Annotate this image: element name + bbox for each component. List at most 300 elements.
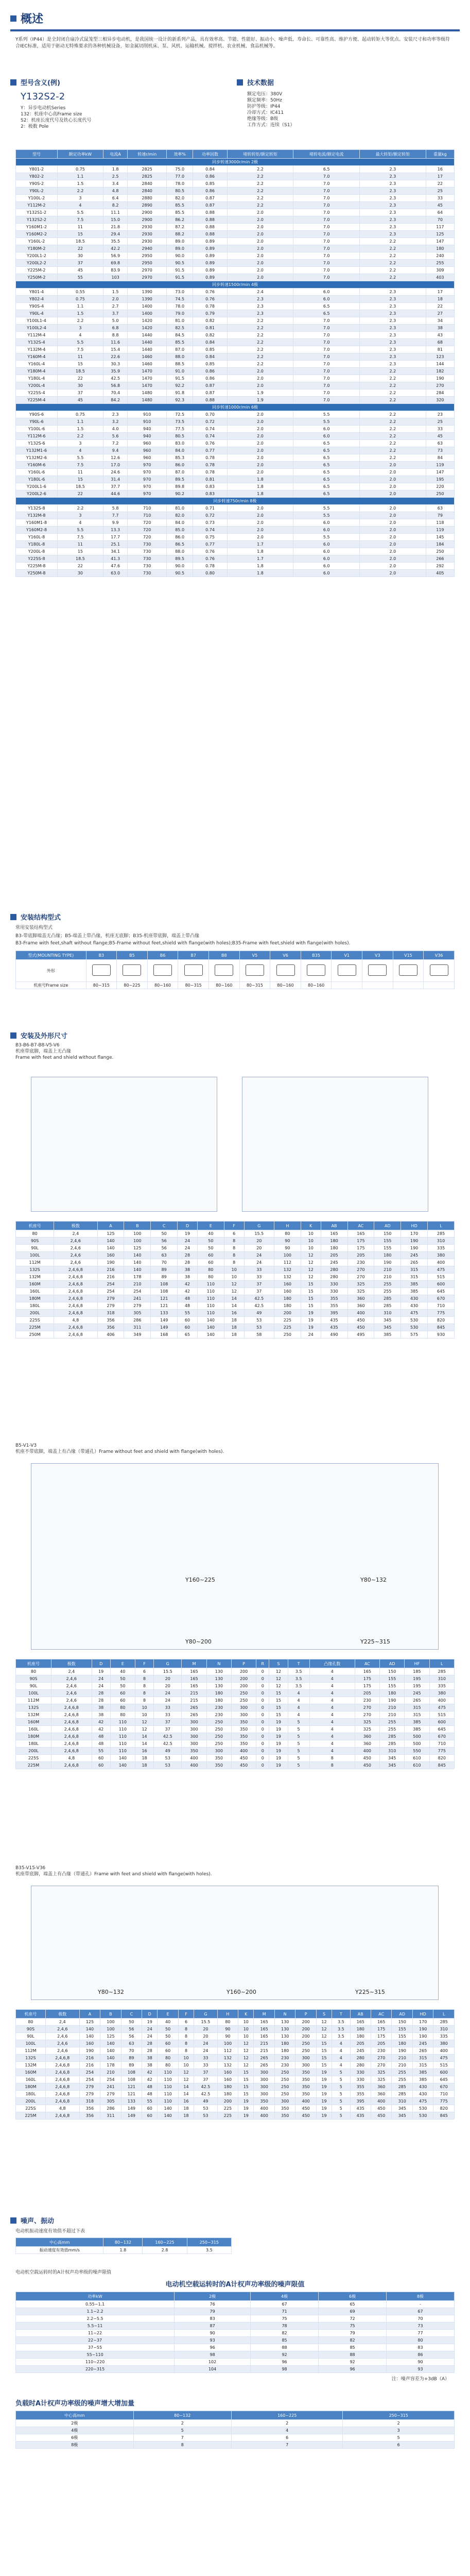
table-cell: 7.0 bbox=[293, 245, 360, 252]
table-cell: 53 bbox=[154, 1755, 182, 1762]
table-cell: 70 bbox=[151, 1259, 178, 1266]
mounting-diagram-cell bbox=[301, 960, 332, 982]
table-cell: 215 bbox=[254, 2047, 274, 2055]
table-cell: 110 bbox=[197, 1281, 224, 1288]
table-cell: 20 bbox=[154, 1675, 182, 1683]
speed-band-label: 同步转速1000r/min 6极 bbox=[16, 404, 455, 411]
table-cell: 100 bbox=[124, 1238, 151, 1245]
table-cell: 4 bbox=[309, 1719, 355, 1726]
table-cell: 2,4,6,8 bbox=[51, 1762, 92, 1769]
table-cell: 5.5 bbox=[293, 505, 360, 512]
table-cell: 85.5 bbox=[166, 202, 193, 209]
table-cell: 70.4 bbox=[103, 389, 128, 397]
table-cell: 2.3 bbox=[360, 339, 426, 346]
table-cell: 320 bbox=[426, 397, 454, 404]
table-row bbox=[16, 570, 455, 577]
table-cell: 310 bbox=[429, 1675, 454, 1683]
table-cell: 0.81 bbox=[193, 476, 227, 483]
table-cell: 67 bbox=[387, 2308, 455, 2315]
table-cell: 80 bbox=[16, 1668, 51, 1675]
table-cell: 311 bbox=[124, 1324, 151, 1331]
table-cell: 515 bbox=[433, 2062, 455, 2069]
table-cell: 450 bbox=[355, 1755, 379, 1762]
table-cell: Y160M1-8 bbox=[16, 519, 58, 527]
table-cell: 22 bbox=[57, 490, 103, 498]
table-cell: 75 bbox=[319, 2323, 387, 2330]
table-cell: 1440 bbox=[128, 346, 167, 353]
table-header-cell: AB bbox=[350, 2010, 371, 2019]
table-cell: 125 bbox=[124, 1245, 151, 1252]
table-cell: 86.0 bbox=[166, 534, 193, 541]
table-cell: 8极 bbox=[16, 2442, 134, 2449]
mounting-diagram-label: 外形 bbox=[16, 960, 86, 982]
table-cell: 11 bbox=[57, 469, 103, 476]
table-cell: 82 bbox=[319, 2337, 387, 2344]
table-cell: 2,4,6 bbox=[51, 1690, 92, 1697]
table-cell: 250 bbox=[426, 548, 454, 555]
table-cell: 2,4 bbox=[51, 1668, 92, 1675]
table-cell: 250 bbox=[231, 1690, 256, 1697]
table-cell: 2.2 bbox=[360, 375, 426, 382]
table-cell: 225M bbox=[16, 2112, 46, 2120]
table-cell: 165 bbox=[355, 1668, 379, 1675]
table-row bbox=[16, 1704, 455, 1711]
dims3-section bbox=[0, 1865, 470, 1877]
table-cell: 2950 bbox=[128, 260, 167, 267]
table-row bbox=[16, 469, 455, 476]
table-cell: 8 bbox=[224, 1259, 244, 1266]
table-cell: 147 bbox=[426, 238, 454, 245]
table-cell: 60 bbox=[142, 2105, 158, 2112]
table-cell: 37.7 bbox=[103, 483, 128, 490]
dims1-drawing-front bbox=[31, 1077, 217, 1212]
table-cell: 970 bbox=[128, 462, 167, 469]
table-cell: 325 bbox=[355, 1726, 379, 1733]
table-cell: 600 bbox=[428, 1281, 455, 1288]
table-cell: 18 bbox=[135, 1755, 153, 1762]
table-cell: 2.3 bbox=[360, 325, 426, 332]
vibration-value-row bbox=[16, 2247, 232, 2254]
table-cell: 10 bbox=[301, 1245, 321, 1252]
model-line: 132：机座中心高Frame size bbox=[21, 112, 82, 117]
table-cell: 2.2 bbox=[360, 440, 426, 447]
table-header-cell: 堵转电流/额定电流 bbox=[293, 150, 360, 159]
model-section bbox=[10, 77, 227, 130]
table-cell: 355 bbox=[321, 1302, 347, 1310]
table-cell: 400 bbox=[182, 1755, 206, 1762]
table-cell: 5 bbox=[133, 2427, 231, 2434]
table-cell: 720 bbox=[128, 527, 167, 534]
table-cell: 16 bbox=[224, 1310, 244, 1317]
table-cell: 180 bbox=[274, 1295, 301, 1302]
table-cell: 5.5 bbox=[57, 454, 103, 462]
table-cell: 60 bbox=[197, 1259, 224, 1266]
mounting-diagram-cell bbox=[147, 960, 178, 982]
table-cell: 155 bbox=[380, 1683, 405, 1690]
table-cell: 350 bbox=[295, 2083, 316, 2091]
table-cell: 22 bbox=[57, 375, 103, 382]
mounting-frame-cell: 80~160 bbox=[208, 982, 239, 989]
table-cell: 1.7 bbox=[227, 541, 293, 548]
table-row bbox=[16, 353, 455, 361]
table-cell: 25 bbox=[426, 188, 454, 195]
tech-section bbox=[237, 77, 453, 128]
table-cell: 0.76 bbox=[193, 440, 227, 447]
motor-outline-icon bbox=[368, 964, 387, 976]
table-cell: Y250M-8 bbox=[16, 570, 58, 577]
table-row bbox=[16, 173, 455, 180]
table-cell: 110~220 bbox=[16, 2359, 175, 2366]
table-cell: 48 bbox=[142, 2091, 158, 2098]
table-cell: 350 bbox=[206, 1755, 231, 1762]
table-cell: 100L bbox=[16, 1252, 54, 1259]
table-cell: 205 bbox=[321, 1252, 347, 1259]
table-cell: Y160M-4 bbox=[16, 353, 58, 361]
table-cell: 102 bbox=[175, 2359, 251, 2366]
motor-outline-icon bbox=[123, 964, 141, 976]
table-cell: 33 bbox=[154, 1704, 182, 1711]
table-cell: 475 bbox=[428, 1266, 455, 1274]
table-cell: 16 bbox=[178, 2098, 194, 2105]
table-header-cell: V5 bbox=[239, 951, 270, 960]
mounting-header bbox=[0, 912, 470, 922]
table-header-cell: H bbox=[217, 2010, 238, 2019]
table-cell: 41.3 bbox=[103, 555, 128, 563]
table-cell: 132 bbox=[217, 2055, 238, 2062]
table-cell: 4 bbox=[288, 1690, 309, 1697]
table-cell: 150 bbox=[380, 1668, 405, 1675]
table-row bbox=[16, 2112, 455, 2120]
table-cell: 3.5 bbox=[332, 2019, 350, 2026]
table-cell: 10 bbox=[301, 1230, 321, 1238]
table-header-cell: A bbox=[97, 1222, 124, 1230]
table-cell: 155 bbox=[374, 1238, 401, 1245]
table-cell: 18 bbox=[426, 296, 454, 303]
table-cell: 165 bbox=[182, 1683, 206, 1690]
table-cell: 7.0 bbox=[293, 332, 360, 339]
table-cell: 19 bbox=[316, 2098, 332, 2105]
dims1-line2: 机座带底脚，端盖上无凸缘 bbox=[15, 1049, 72, 1054]
dims2-view-label: Y80~200 bbox=[185, 1638, 212, 1645]
table-cell: 140 bbox=[197, 1317, 224, 1324]
table-cell: 245 bbox=[401, 1252, 428, 1259]
dims1-line1: B3-B6-B7-B8-V5-V6 bbox=[15, 1043, 60, 1048]
table-cell: 600 bbox=[429, 1719, 454, 1726]
table-cell: 250 bbox=[426, 490, 454, 498]
table-cell: 37 bbox=[244, 1281, 274, 1288]
table-cell: 72.5 bbox=[166, 411, 193, 418]
table-cell: 380 bbox=[428, 1252, 455, 1259]
mounting-diagram-cell bbox=[239, 960, 270, 982]
table-cell: 55 bbox=[142, 2098, 158, 2105]
table-cell: 1.5 bbox=[103, 289, 128, 296]
table-cell: 350 bbox=[231, 1733, 256, 1740]
dims2-table-container bbox=[15, 1659, 455, 1769]
table-cell: Y802-2 bbox=[16, 173, 58, 180]
table-cell: Y132M-8 bbox=[16, 512, 58, 519]
table-cell: 205 bbox=[347, 1252, 374, 1259]
table-cell: 2,4,6,8 bbox=[51, 1740, 92, 1748]
table-cell: 18.5 bbox=[57, 555, 103, 563]
table-cell: 19 bbox=[238, 2098, 254, 2105]
table-cell: 19 bbox=[316, 2112, 332, 2120]
table-cell: 37~55 bbox=[16, 2344, 175, 2351]
table-cell: 4,8 bbox=[45, 2105, 79, 2112]
table-cell: 2.2 bbox=[227, 317, 293, 325]
table-cell: 8 bbox=[309, 1762, 355, 1769]
table-cell: 140 bbox=[158, 2112, 178, 2120]
table-cell: 12.6 bbox=[103, 454, 128, 462]
table-cell: Y200L-4 bbox=[16, 382, 58, 389]
table-cell: 350 bbox=[231, 1726, 256, 1733]
table-row bbox=[16, 325, 455, 332]
table-cell: 360 bbox=[371, 2091, 392, 2098]
table-cell: Y200L2-6 bbox=[16, 490, 58, 498]
table-cell: 15 bbox=[57, 231, 103, 238]
table-cell: Y225S-4 bbox=[16, 389, 58, 397]
table-cell: 45 bbox=[57, 397, 103, 404]
table-cell: 190 bbox=[380, 1697, 405, 1704]
table-cell: 2,4,6,8 bbox=[54, 1274, 97, 1281]
table-cell: 108 bbox=[151, 1288, 178, 1295]
table-cell: 450 bbox=[295, 2112, 316, 2120]
table-cell: 130 bbox=[206, 1683, 231, 1690]
table-cell: 325 bbox=[371, 2076, 392, 2083]
table-cell: 0 bbox=[256, 1668, 269, 1675]
vibration-table bbox=[15, 2238, 232, 2254]
table-cell: 84.2 bbox=[103, 397, 128, 404]
table-cell: 89 bbox=[121, 2055, 142, 2062]
mounting-frame-cell: 80~315 bbox=[178, 982, 209, 989]
table-cell: 8.8 bbox=[103, 332, 128, 339]
table-cell: 25.1 bbox=[103, 541, 128, 548]
table-row bbox=[16, 267, 455, 274]
table-cell: 845 bbox=[428, 1324, 455, 1331]
table-cell: 2.5 bbox=[103, 173, 128, 180]
mounting-frame-cell: 80~160 bbox=[301, 982, 332, 989]
table-header-cell: E bbox=[110, 1659, 135, 1668]
table-row bbox=[16, 1317, 455, 1324]
table-header-cell: 效率% bbox=[166, 150, 193, 159]
table-cell: 175 bbox=[355, 1683, 379, 1690]
motor-outline-icon bbox=[338, 964, 356, 976]
table-cell: 7.0 bbox=[293, 353, 360, 361]
table-cell: 24 bbox=[92, 1683, 110, 1690]
table-cell: 27 bbox=[426, 310, 454, 317]
table-cell: 85 bbox=[251, 2337, 319, 2344]
table-cell: 0.88 bbox=[193, 224, 227, 231]
table-cell: 3 bbox=[57, 325, 103, 332]
table-header-cell: 机座号 bbox=[16, 2010, 46, 2019]
table-cell: 110 bbox=[158, 2069, 178, 2076]
table-cell: 2,4,6,8 bbox=[45, 2112, 79, 2120]
dims1-drawing-side bbox=[242, 1077, 428, 1212]
table-cell: 2,4,6,8 bbox=[51, 1748, 92, 1755]
table-cell: 225 bbox=[274, 1317, 301, 1324]
table-header-cell: 转速r/min bbox=[128, 150, 167, 159]
mounting-diagram-row bbox=[16, 960, 455, 982]
table-cell: Y90L-6 bbox=[16, 418, 58, 426]
table-cell: 31.4 bbox=[103, 476, 128, 483]
table-header-cell: G bbox=[154, 1659, 182, 1668]
table-cell: 2.3 bbox=[360, 188, 426, 195]
table-cell: 38 bbox=[426, 325, 454, 332]
table-cell: 18 bbox=[224, 1331, 244, 1338]
table-cell: 69.8 bbox=[103, 260, 128, 267]
table-cell: 180 bbox=[206, 1690, 231, 1697]
table-cell: 24 bbox=[142, 2026, 158, 2033]
mounting-header-row bbox=[16, 951, 455, 960]
table-cell: 6.5 bbox=[293, 166, 360, 173]
table-header-cell: B bbox=[124, 1222, 151, 1230]
table-cell: 48 bbox=[92, 1733, 110, 1740]
table-cell: 910 bbox=[128, 418, 167, 426]
table-row bbox=[16, 1274, 455, 1281]
table-cell: 112 bbox=[217, 2047, 238, 2055]
table-cell: 4 bbox=[57, 332, 103, 339]
table-cell: 18 bbox=[178, 2112, 194, 2120]
table-row bbox=[16, 2442, 455, 2449]
table-cell: 6.0 bbox=[293, 289, 360, 296]
table-cell: 385 bbox=[405, 1726, 429, 1733]
table-cell: 285 bbox=[380, 1740, 405, 1748]
table-header-cell: 凸缘孔数 bbox=[309, 1659, 355, 1668]
table-cell: 200 bbox=[231, 1683, 256, 1690]
table-cell: 15 bbox=[269, 1711, 288, 1719]
table-cell: 60 bbox=[142, 2112, 158, 2120]
table-cell: 265 bbox=[405, 1697, 429, 1704]
table-header-cell: B bbox=[100, 2010, 121, 2019]
table-cell: 270 bbox=[355, 1704, 379, 1711]
table-cell: 6 bbox=[135, 1668, 153, 1675]
table-cell: 2.0 bbox=[227, 224, 293, 231]
table-cell: 0.88 bbox=[193, 216, 227, 224]
table-cell: 360 bbox=[347, 1302, 374, 1310]
table-cell: 845 bbox=[429, 1762, 454, 1769]
table-cell: 7.0 bbox=[293, 195, 360, 202]
table-header-cell: D bbox=[92, 1659, 110, 1668]
table-cell: 400 bbox=[254, 2105, 274, 2112]
table-cell: 76 bbox=[175, 2301, 251, 2308]
dimension-table bbox=[15, 1659, 455, 1769]
table-row bbox=[16, 1683, 455, 1690]
table-cell: 63 bbox=[121, 2040, 142, 2047]
table-header-cell: 机座号 bbox=[16, 1659, 51, 1668]
table-cell: 35.9 bbox=[103, 368, 128, 375]
table-header-cell: B7 bbox=[178, 951, 209, 960]
table-cell: Y132M2-6 bbox=[16, 454, 58, 462]
table-cell: 2.0 bbox=[360, 563, 426, 570]
load-noise-header-row bbox=[16, 2411, 455, 2420]
table-cell: 930 bbox=[428, 1331, 455, 1338]
table-cell: 15.5 bbox=[194, 2019, 218, 2026]
table-cell: 91.5 bbox=[166, 375, 193, 382]
table-cell: 280 bbox=[350, 2055, 371, 2062]
table-cell: 0.86 bbox=[193, 375, 227, 382]
table-cell: 89 bbox=[121, 2062, 142, 2069]
table-cell: 190 bbox=[401, 1238, 428, 1245]
table-cell: 6.5 bbox=[293, 490, 360, 498]
table-cell: 254 bbox=[97, 1288, 124, 1295]
table-cell: 241 bbox=[100, 2083, 121, 2091]
table-row bbox=[16, 1755, 455, 1762]
table-cell: 225S bbox=[16, 1317, 54, 1324]
table-cell: 7.0 bbox=[293, 267, 360, 274]
table-cell: 103 bbox=[103, 274, 128, 281]
table-cell: 310 bbox=[428, 1238, 455, 1245]
overview-divider bbox=[10, 29, 460, 31]
table-cell: 53 bbox=[244, 1324, 274, 1331]
table-cell: Y100L-6 bbox=[16, 426, 58, 433]
table-cell: Y132S-4 bbox=[16, 339, 58, 346]
dims3-view-label: Y160~200 bbox=[227, 1989, 256, 1995]
table-cell: 160 bbox=[274, 1288, 301, 1295]
table-cell: 12 bbox=[301, 1252, 321, 1259]
table-cell: 85.3 bbox=[166, 454, 193, 462]
table-row bbox=[16, 541, 455, 548]
table-cell: 2,4,6,8 bbox=[54, 1331, 97, 1338]
table-cell: 350 bbox=[254, 2098, 274, 2105]
table-cell: 140 bbox=[124, 1252, 151, 1259]
table-cell: 435 bbox=[321, 1317, 347, 1324]
table-cell: 610 bbox=[405, 1762, 429, 1769]
table-cell: 121 bbox=[151, 1295, 178, 1302]
table-cell: 2.2 bbox=[227, 325, 293, 332]
table-header-cell: 80~132 bbox=[133, 2411, 231, 2420]
table-cell: 305 bbox=[124, 1310, 151, 1317]
table-cell: 89.5 bbox=[166, 476, 193, 483]
table-cell: 12 bbox=[301, 1274, 321, 1281]
mounting-frame-cell bbox=[332, 982, 362, 989]
table-cell: 24 bbox=[244, 1259, 274, 1266]
table-cell: 168 bbox=[151, 1331, 178, 1338]
table-cell: 110 bbox=[110, 1748, 135, 1755]
table-cell: 2.2 bbox=[227, 173, 293, 180]
mounting-frame-cell bbox=[424, 982, 455, 989]
table-cell: 0.89 bbox=[193, 260, 227, 267]
table-cell: 190 bbox=[97, 1259, 124, 1266]
table-cell: 255 bbox=[426, 260, 454, 267]
table-cell: 22 bbox=[57, 245, 103, 252]
table-cell: 0.83 bbox=[193, 483, 227, 490]
table-header-cell: 160~225 bbox=[231, 2411, 343, 2420]
table-cell: 225M bbox=[16, 1324, 54, 1331]
table-cell: 70 bbox=[121, 2047, 142, 2055]
table-cell: 130 bbox=[274, 2026, 295, 2033]
table-cell: 7.0 bbox=[293, 173, 360, 180]
table-cell: 110 bbox=[197, 1302, 224, 1310]
table-cell: 18.5 bbox=[57, 368, 103, 375]
table-cell: 385 bbox=[412, 2069, 433, 2076]
table-cell: 6 bbox=[231, 2434, 343, 2442]
table-cell: 87.0 bbox=[166, 346, 193, 353]
table-cell: 2970 bbox=[128, 274, 167, 281]
table-cell: 8 bbox=[178, 2033, 194, 2040]
table-cell: 1440 bbox=[128, 339, 167, 346]
table-cell: 330 bbox=[321, 1281, 347, 1288]
table-cell: 110 bbox=[197, 1310, 224, 1317]
table-cell: 0.74 bbox=[193, 426, 227, 433]
table-cell: 11~22 bbox=[16, 2330, 175, 2337]
table-cell: 3.5 bbox=[288, 1683, 309, 1690]
table-cell: 19 bbox=[269, 1719, 288, 1726]
table-cell: 93 bbox=[387, 2366, 455, 2373]
table-cell: 12 bbox=[178, 2069, 194, 2076]
table-cell: Y90L-2 bbox=[16, 188, 58, 195]
table-cell: 2.0 bbox=[360, 476, 426, 483]
table-cell: 42.5 bbox=[154, 1740, 182, 1748]
table-cell: 349 bbox=[124, 1331, 151, 1338]
